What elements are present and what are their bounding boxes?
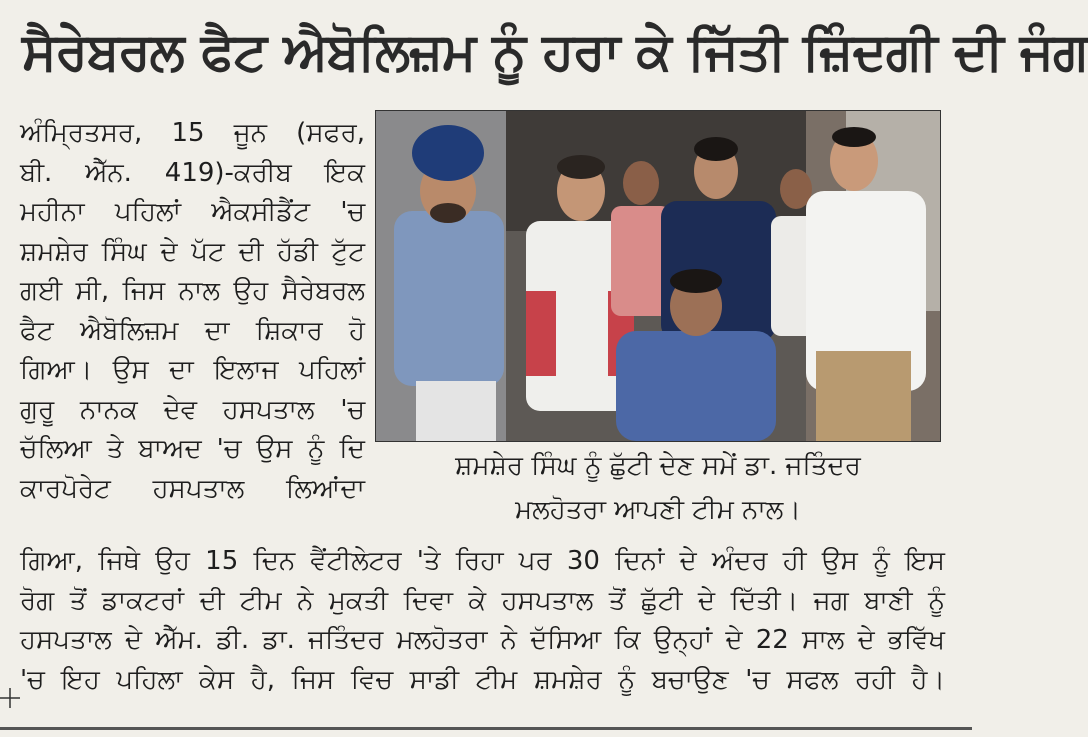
article-line: ਗਿਆ, ਜਿਥੇ ਉਹ 15 ਦਿਨ ਵੈਂਟੀਲੇਟਰ 'ਤੇ ਰਿਹਾ ਪਰ 30 ਦਿਨਾਂ ਦੇ ਅੰਦਰ ਹੀ ਉਸ ਨੂੰ ਇਸ [20, 546, 945, 576]
article-line: ਚੱਲਿਆ ਤੇ ਬਾਅਦ 'ਚ ਉਸ ਨੂੰ ਦਿ [20, 434, 365, 464]
article-line: ਮਹੀਨਾ ਪਹਿਲਾਂ ਐਕਸੀਡੈਂਟ 'ਚ [20, 197, 365, 227]
group-photo-illustration [376, 111, 940, 441]
article-line: ਗਈ ਸੀ, ਜਿਸ ਨਾਲ ਉਹ ਸੈਰੇਬਰਲ [20, 276, 365, 306]
article-full-width [20, 542, 945, 700]
crop-mark-icon [0, 688, 20, 708]
caption-line: ਸ਼ਮਸ਼ੇਰ ਸਿੰਘ ਨੂੰ ਛੁੱਟੀ ਦੇਣ ਸਮੇਂ ਡਾ. ਜਤਿੰਦਰ [455, 451, 861, 481]
article-line: ਗੁਰੂ ਨਾਨਕ ਦੇਵ ਹਸਪਤਾਲ 'ਚ [20, 394, 365, 425]
article-line: ਅੰਮ੍ਰਿਤਸਰ, 15 ਜੂਨ (ਸਫਰ, [20, 118, 365, 148]
article-line: ਕਾਰਪੋਰੇਟ ਹਸਪਤਾਲ ਲਿਆਂਦਾ [20, 473, 365, 504]
article-line: ਫੈਟ ਐਬੋਲਿਜ਼ਮ ਦਾ ਸ਼ਿਕਾਰ ਹੋ [20, 315, 365, 346]
article-left-column [20, 114, 365, 509]
article-line: ਰੋਗ ਤੋਂ ਡਾਕਟਰਾਂ ਦੀ ਟੀਮ ਨੇ ਮੁਕਤੀ ਦਿਵਾ ਕੇ ਹਸਪਤਾਲ ਤੋਂ ਛੁੱਟੀ ਦੇ ਦਿੱਤੀ। ਜਗ ਬਾਣੀ ਨੂੰ [20, 585, 945, 616]
caption-line: ਮਲਹੋਤਰਾ ਆਪਣੀ ਟੀਮ ਨਾਲ। [515, 495, 801, 525]
article-line: ਹਸਪਤਾਲ ਦੇ ਐੱਮ. ਡੀ. ਡਾ. ਜਤਿੰਦਰ ਮਲਹੋਤਰਾ ਨੇ ਦੱਸਿਆ ਕਿ ਉਨ੍ਹਾਂ ਦੇ 22 ਸਾਲ ਦੇ ਭਵਿੱਖ [20, 625, 945, 655]
article-line: ਸ਼ਮਸ਼ੇਰ ਸਿੰਘ ਦੇ ਪੱਟ ਦੀ ਹੱਡੀ ਟੁੱਟ [20, 236, 365, 267]
news-photo [375, 110, 941, 442]
article-line: ਬੀ. ਐੱਨ. 419)-ਕਰੀਬ ਇਕ [20, 157, 365, 188]
article-line: 'ਚ ਇਹ ਪਹਿਲਾ ਕੇਸ ਹੈ, ਜਿਸ ਵਿਚ ਸਾਡੀ ਟੀਮ ਸ਼ਮਸ਼ੇਰ ਨੂੰ ਬਚਾਉਣ 'ਚ ਸਫਲ ਰਹੀ ਹੈ। [20, 664, 945, 695]
photo-caption [378, 444, 938, 532]
bottom-rule [0, 727, 972, 730]
headline: ਸੈਰੇਬਰਲ ਫੈਟ ਐਬੋਲਿਜ਼ਮ ਨੂੰ ਹਰਾ ਕੇ ਜਿੱਤੀ ਜ਼ਿੰਦਗੀ ਦੀ ਜੰਗ [22, 22, 1088, 82]
article-line: ਗਿਆ। ਉਸ ਦਾ ਇਲਾਜ ਪਹਿਲਾਂ [20, 355, 365, 385]
